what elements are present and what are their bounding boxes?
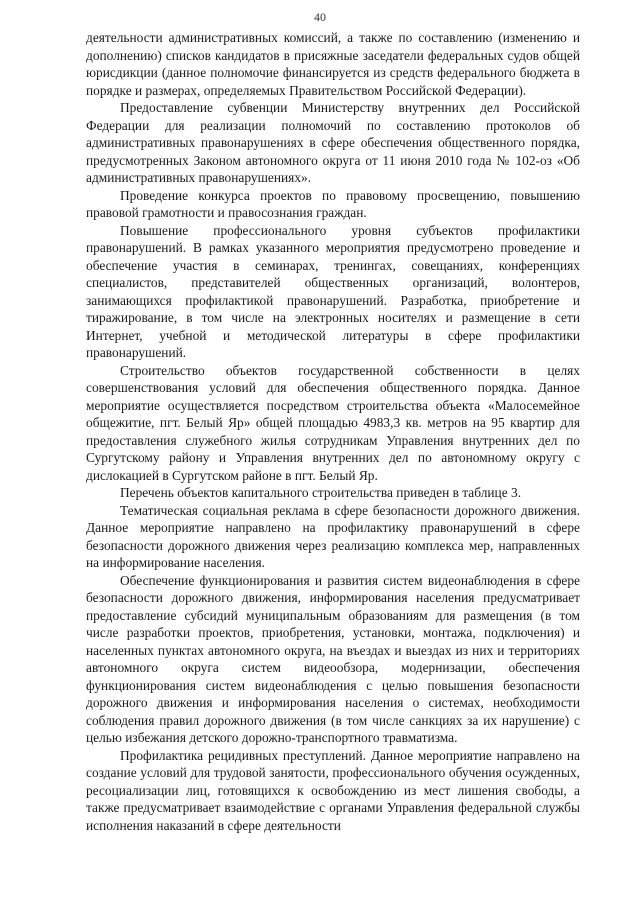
page-number: 40 (314, 10, 326, 24)
paragraph: Проведение конкурса проектов по правовому просвещению, повышению правовой грамотности и правосознания граждан. (86, 187, 580, 220)
paragraph: Повышение профессионального уровня субъектов профилактики правонарушений. В рамках указанного мероприятия предусмотрено проведение и обеспечение участия в семинарах, тренингах, совещаниях, конференциях специалистов, представителей общественных организаций, волонтеров, занимающихся профилактикой правонарушений. Разработка, приобретение и тиражирование, в том числе на электронных носителях и размещение в сети Интернет, учебной и методической литературы в сфере профилактики правонарушений. (86, 222, 580, 360)
paragraph: Тематическая социальная реклама в сфере безопасности дорожного движения. Данное мероприятие направлено на профилактику правонарушений в сфере безопасности дорожного движения через реализацию комплекса мер, направленных на информирование населения. (86, 502, 580, 570)
document-body (86, 29, 580, 834)
paragraph: Профилактика рецидивных преступлений. Данное мероприятие направлено на создание условий для трудовой занятости, профессионального обучения осужденных, ресоциализации лиц, готовящихся к освобождению из мест лишения свободы, а также предусматривает взаимодействие с органами Управления федеральной службы исполнения наказаний в сфере деятельности (86, 747, 580, 833)
paragraph: деятельности административных комиссий, а также по составлению (изменению и дополнению) списков кандидатов в присяжные заседатели федеральных судов общей юрисдикции (данное полномочие финансируется из средств федерального бюджета в порядке и размерах, определяемых Правительством Российской Федерации). (86, 30, 580, 98)
paragraph: Строительство объектов государственной собственности в целях совершенствования условий для обеспечения общественного порядка. Данное мероприятие осуществляется посредством строительства объекта «Малосемейное общежитие, пгт. Белый Яр» общей площадью 4983,3 кв. метров на 95 квартир для предоставления служебного жилья сотрудникам Управления внутренних дел по Сургутскому району и Управления внутренних дел по автономному округу с дислокацией в Сургутском районе в пгт. Белый Яр. (86, 362, 580, 483)
paragraph: Обеспечение функционирования и развития систем видеонаблюдения в сфере безопасности дорожного движения, информирования населения предусматривает предоставление субсидий муниципальным образованиям для размещения (в том числе разработки проектов, приобретения, установки, монтажа, подключения) и населенных пунктах автономного округа, на въездах и выездах из них и территориях автономного округа систем видеообзора, модернизации, обеспечения функционирования систем видеонаблюдения с целью повышения безопасности дорожного движения и информирования населения о системах, необходимости соблюдения правил дорожного движения (в том числе санкциях за их нарушение) с целью избежания детского дорожно-транспортного травматизма. (86, 572, 580, 745)
paragraph: Перечень объектов капитального строительства приведен в таблице 3. (120, 485, 522, 500)
paragraph: Предоставление субвенции Министерству внутренних дел Российской Федерации для реализации полномочий по составлению протоколов об административных правонарушениях в сфере обеспечения общественного порядка, предусмотренных Законом автономного округа от 11 июня 2010 года № 102-оз «Об административных правонарушениях». (86, 100, 580, 185)
